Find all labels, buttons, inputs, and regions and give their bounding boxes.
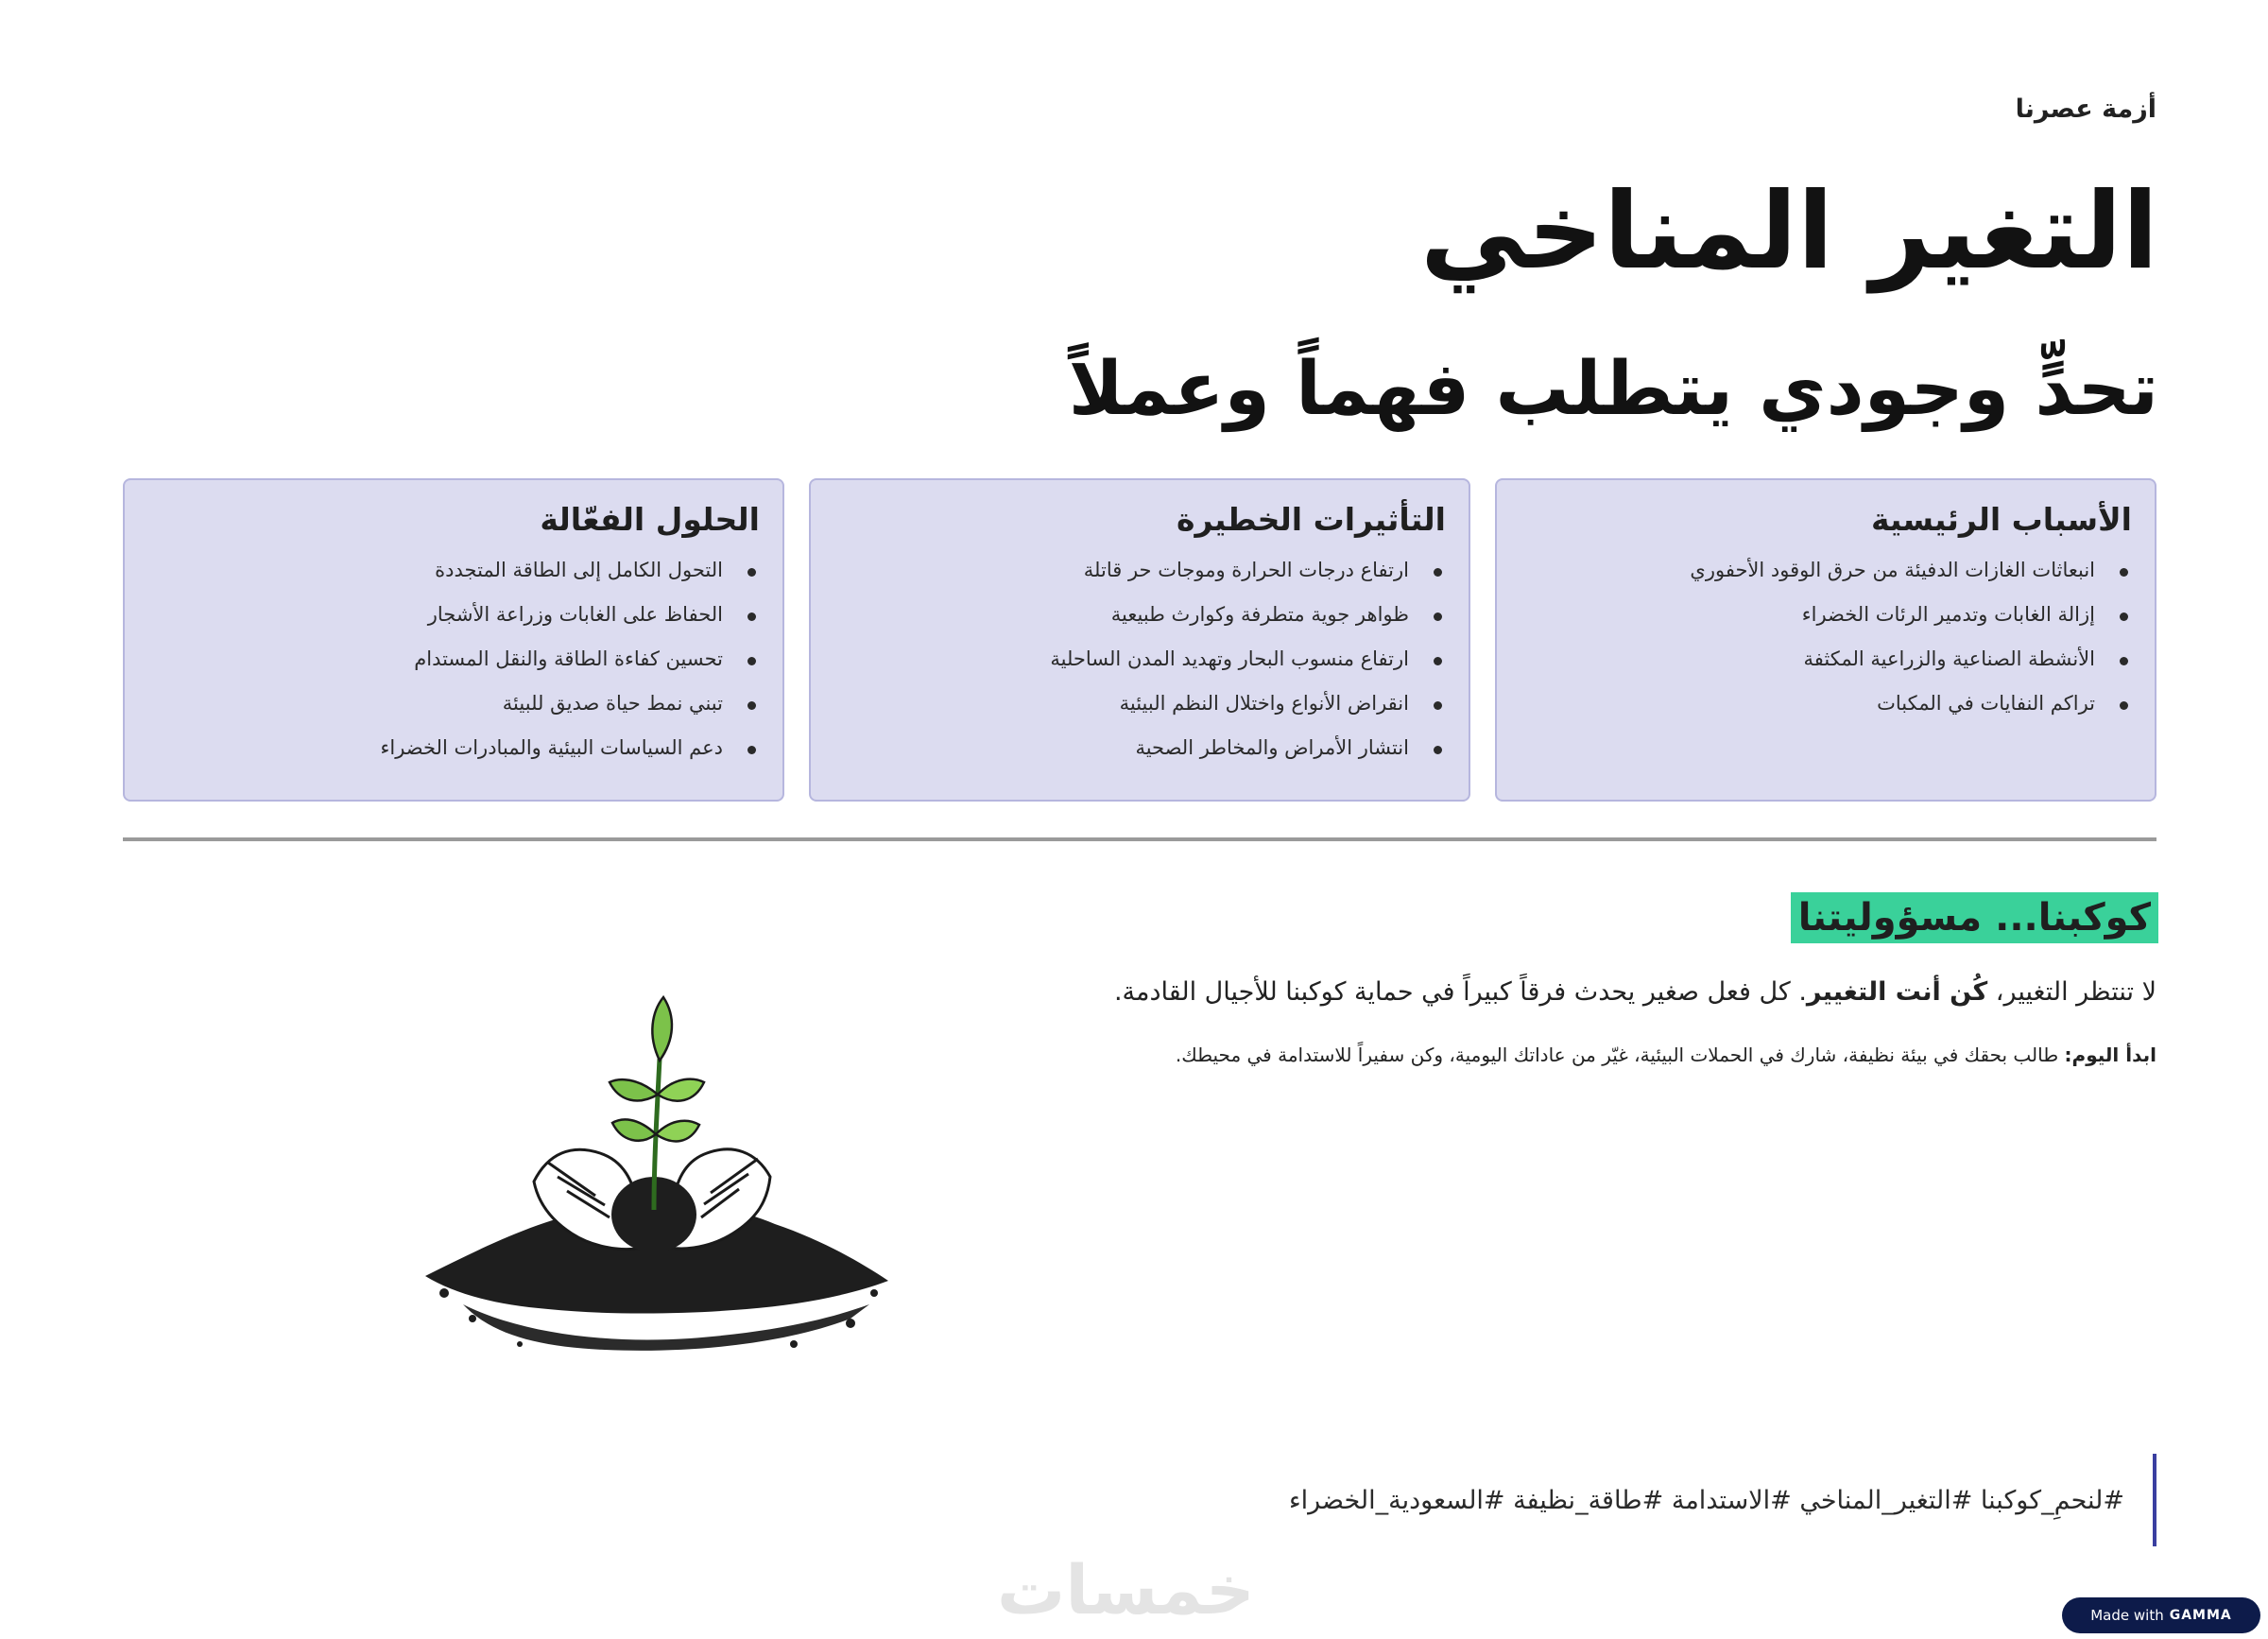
list-item — [1520, 559, 2128, 603]
bullet-icon — [1434, 657, 1442, 665]
card-title: الأسباب الرئيسية — [1870, 501, 2132, 538]
list-item-text: تراكم النفايات في المكبات — [1877, 692, 2095, 715]
bullet-icon — [747, 657, 756, 665]
list-item — [147, 736, 756, 781]
section-heading: كوكبنا... مسؤوليتنا — [1791, 892, 2158, 943]
list-item-text: انتشار الأمراض والمخاطر الصحية — [1135, 736, 1409, 759]
eyebrow-label: أزمة عصرنا — [2015, 95, 2156, 124]
page-subtitle: تحدٍّ وجودي يتطلب فهماً وعملاً — [1068, 347, 2158, 432]
bullet-icon — [747, 612, 756, 621]
page-title: التغير المناخي — [1419, 170, 2158, 293]
watermark-logo: خمسات — [997, 1550, 1255, 1630]
card-title: الحلول الفعّالة — [540, 501, 760, 538]
list-item-text: ارتفاع درجات الحرارة وموجات حر قاتلة — [1083, 559, 1409, 581]
card-causes — [1495, 478, 2156, 802]
card-solutions — [123, 478, 784, 802]
hashtags-block — [1289, 1454, 2156, 1546]
lead-emphasis: كُن أنت التغيير — [1806, 977, 1988, 1007]
list-item-text: التحول الكامل إلى الطاقة المتجددة — [435, 559, 723, 581]
list-item-text: انقراض الأنواع واختلال النظم البيئية — [1119, 692, 1409, 715]
bullet-icon — [2120, 657, 2128, 665]
bullet-icon — [1434, 612, 1442, 621]
list-item — [833, 736, 1442, 781]
list-item-text: إزالة الغابات وتدمير الرئات الخضراء — [1801, 603, 2095, 626]
bullet-icon — [1434, 746, 1442, 754]
badge-prefix: Made with — [2090, 1607, 2164, 1624]
hashtags-text: #لنحمِ_كوكبنا #التغير_المناخي #الاستدامة #طاقة_نظيفة #السعودية_الخضراء — [1288, 1485, 2124, 1515]
card-list — [833, 559, 1446, 781]
lead-text-start: لا تنتظر التغيير، — [1987, 977, 2156, 1007]
list-item-text: دعم السياسات البيئية والمبادرات الخضراء — [380, 736, 723, 759]
list-item — [1520, 647, 2128, 692]
list-item-text: الحفاظ على الغابات وزراعة الأشجار — [427, 603, 723, 626]
bullet-icon — [2120, 568, 2128, 577]
lead-paragraph — [1114, 977, 2156, 1007]
list-item — [833, 603, 1442, 647]
bullet-icon — [1434, 701, 1442, 710]
list-item — [833, 692, 1442, 736]
badge-brand: GAMMA — [2169, 1608, 2232, 1623]
list-item-text: الأنشطة الصناعية والزراعية المكثفة — [1803, 647, 2095, 670]
list-item — [147, 559, 756, 603]
seedling-in-hands-illustration — [406, 992, 898, 1371]
cta-label: ابدأ اليوم: — [2064, 1044, 2156, 1066]
cards-row — [123, 478, 2156, 802]
call-to-action — [1176, 1044, 2156, 1066]
bullet-icon — [2120, 701, 2128, 710]
card-list — [147, 559, 760, 781]
card-title: التأثيرات الخطيرة — [1176, 501, 1446, 538]
list-item-text: تحسين كفاءة الطاقة والنقل المستدام — [414, 647, 723, 670]
bullet-icon — [2120, 612, 2128, 621]
list-item — [147, 647, 756, 692]
made-with-gamma-badge[interactable] — [2062, 1597, 2260, 1633]
list-item-text: ارتفاع منسوب البحار وتهديد المدن الساحلية — [1050, 647, 1409, 670]
bullet-icon — [1434, 568, 1442, 577]
card-impacts — [809, 478, 1470, 802]
section-divider — [123, 837, 2156, 841]
list-item — [1520, 692, 2128, 736]
list-item — [1520, 603, 2128, 647]
bullet-icon — [747, 701, 756, 710]
list-item — [147, 692, 756, 736]
list-item-text: انبعاثات الغازات الدفيئة من حرق الوقود الأحفوري — [1690, 559, 2095, 581]
bullet-icon — [747, 746, 756, 754]
list-item — [833, 559, 1442, 603]
list-item — [833, 647, 1442, 692]
list-item-text: ظواهر جوية متطرفة وكوارث طبيعية — [1110, 603, 1409, 626]
list-item-text: تبني نمط حياة صديق للبيئة — [502, 692, 723, 715]
bullet-icon — [747, 568, 756, 577]
card-list — [1520, 559, 2132, 736]
list-item — [147, 603, 756, 647]
lead-text-end: . كل فعل صغير يحدث فرقاً كبيراً في حماية كوكبنا للأجيال القادمة. — [1113, 977, 1807, 1007]
cta-text: طالب بحقك في بيئة نظيفة، شارك في الحملات البيئية، غيّر من عاداتك اليومية، وكن سفيراً للاستدامة في محيطك. — [1175, 1044, 2065, 1066]
